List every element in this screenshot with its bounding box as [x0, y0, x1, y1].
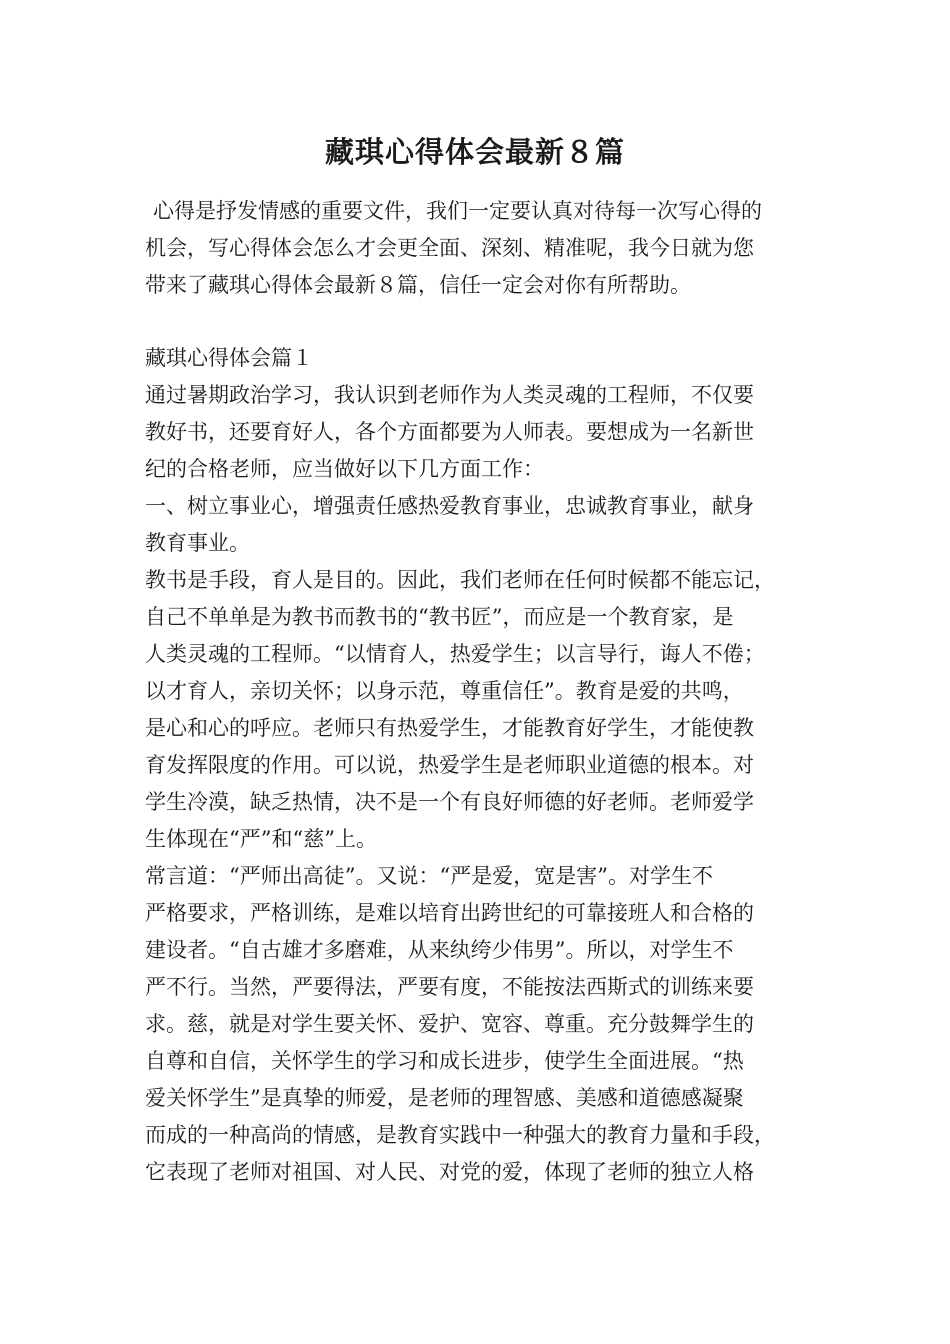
- body-line: 一、树立事业心，增强责任感热爱教育事业，忠诚教育事业，献身: [145, 494, 754, 518]
- document-body: [145, 193, 825, 1191]
- body-line: 以才育人，亲切关怀；以身示范，尊重信任”。教育是爱的共鸣，: [145, 679, 744, 703]
- body-line: 育发挥限度的作用。可以说，热爱学生是老师职业道德的根本。对: [145, 753, 754, 777]
- body-line: 严不行。当然，严要得法，严要有度，不能按法西斯式的训练来要: [145, 975, 754, 999]
- body-line: 是心和心的呼应。老师只有热爱学生，才能教育好学生，才能使教: [145, 716, 754, 740]
- body-line: 求。慈，就是对学生要关怀、爱护、宽容、尊重。充分鼓舞学生的: [145, 1012, 754, 1036]
- body-line: 建设者。“自古雄才多磨难，从来纨绔少伟男”。所以，对学生不: [145, 938, 734, 962]
- intro-line: 带来了藏琪心得体会最新８篇，信任一定会对你有所帮助。: [145, 273, 691, 297]
- section-heading: 藏琪心得体会篇１: [145, 346, 313, 370]
- body-line: 教书是手段，育人是目的。因此，我们老师在任何时候都不能忘记，: [145, 568, 775, 592]
- body-line: 纪的合格老师，应当做好以下几方面工作：: [145, 457, 544, 481]
- body-line: 人类灵魂的工程师。“以情育人，热爱学生；以言导行，诲人不倦；: [145, 642, 765, 666]
- document-title: 藏琪心得体会最新８篇: [324, 135, 625, 169]
- body-line: 它表现了老师对祖国、对人民、对党的爱，体现了老师的独立人格: [145, 1160, 754, 1184]
- body-line: 教育事业。: [145, 531, 250, 555]
- intro-line: 心得是抒发情感的重要文件，我们一定要认真对待每一次写心得的: [153, 199, 762, 223]
- body-line: 严格要求，严格训练，是难以培育出跨世纪的可靠接班人和合格的: [145, 901, 754, 925]
- body-line: 爱关怀学生”是真挚的师爱，是老师的理智感、美感和道德感凝聚: [145, 1086, 744, 1110]
- body-line: 通过暑期政治学习，我认识到老师作为人类灵魂的工程师，不仅要: [145, 383, 754, 407]
- body-line: 而成的一种高尚的情感，是教育实践中一种强大的教育力量和手段，: [145, 1123, 775, 1147]
- body-line: 学生冷漠，缺乏热情，决不是一个有良好师德的好老师。老师爱学: [145, 790, 754, 814]
- body-line: 自己不单单是为教书而教书的“教书匠”，而应是一个教育家，是: [145, 605, 734, 629]
- body-line: 教好书，还要育好人，各个方面都要为人师表。要想成为一名新世: [145, 420, 754, 444]
- paragraph-gap: [145, 304, 825, 340]
- intro-line: 机会，写心得体会怎么才会更全面、深刻、精准呢，我今日就为您: [145, 236, 754, 260]
- body-line: 自尊和自信，关怀学生的学习和成长进步，使学生全面进展。“热: [145, 1049, 744, 1073]
- body-line: 常言道：“严师出高徒”。又说：“严是爱，宽是害”。对学生不: [145, 864, 713, 888]
- body-line: 生体现在“严”和“慈”上。: [145, 827, 377, 851]
